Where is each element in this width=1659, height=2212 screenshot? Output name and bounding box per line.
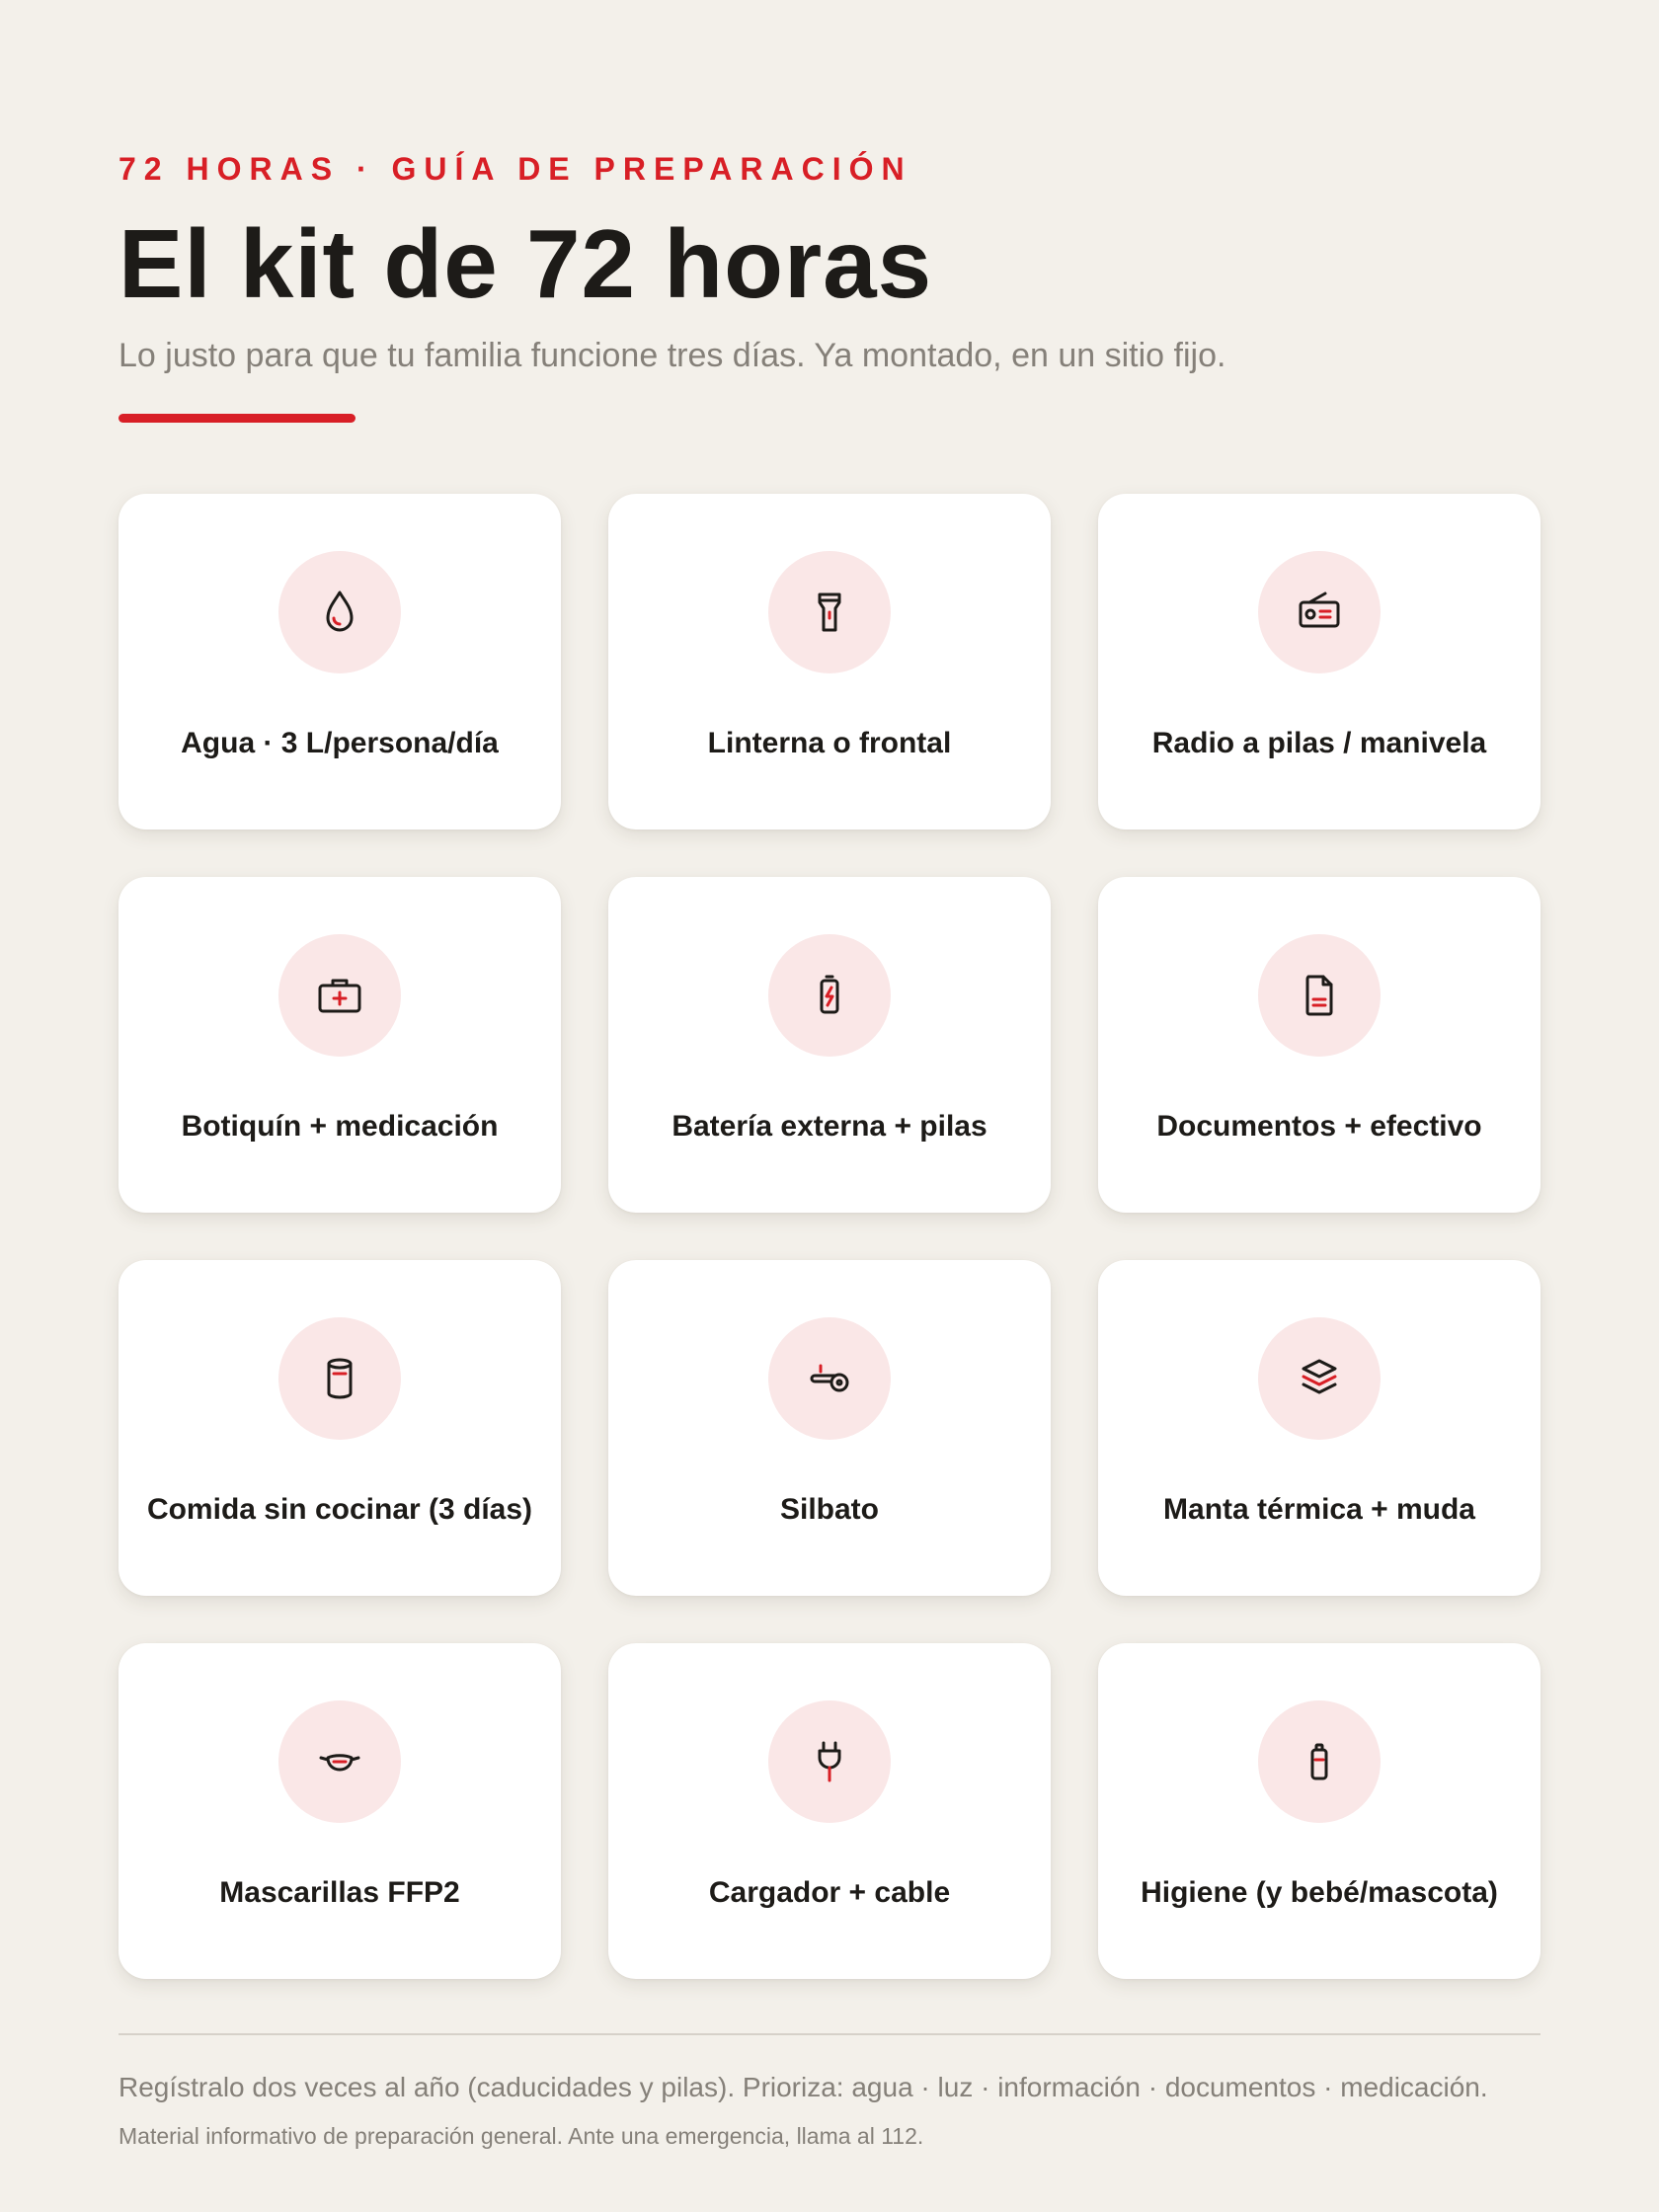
kit-item-battery[interactable] — [608, 877, 1051, 1213]
whistle-icon — [798, 1347, 861, 1410]
kit-item-first-aid[interactable] — [118, 877, 561, 1213]
kit-item-food[interactable] — [118, 1260, 561, 1596]
disclaimer: Material informativo de preparación general. Ante una emergencia, llama al 112. — [118, 2123, 924, 2149]
icon-badge — [768, 1700, 891, 1823]
icon-badge — [768, 934, 891, 1057]
flashlight-icon — [798, 581, 861, 644]
kit-item-label: Agua · 3 L/persona/día — [181, 727, 499, 759]
kit-item-documents[interactable] — [1098, 877, 1540, 1213]
icon-badge — [278, 1700, 401, 1823]
kit-item-label: Documentos + efectivo — [1156, 1110, 1482, 1143]
accent-bar — [118, 414, 356, 423]
icon-badge — [278, 551, 401, 673]
kit-item-label: Silbato — [779, 1493, 879, 1526]
kit-item-water[interactable] — [118, 494, 561, 830]
page-subtitle: Lo justo para que tu familia funcione tres días. Ya montado, en un sitio fijo. — [118, 337, 1226, 374]
icon-badge — [278, 1317, 401, 1440]
kit-items-grid — [118, 494, 1540, 1979]
footer-note: Regístralo dos veces al año (caducidades y pilas). Prioriza: agua · luz · información · documentos · medicación. — [118, 2072, 1488, 2102]
icon-badge — [1258, 934, 1381, 1057]
kit-item-label: Linterna o frontal — [707, 727, 952, 759]
icon-badge — [768, 551, 891, 673]
face-mask-icon — [308, 1730, 371, 1793]
blanket-layers-icon — [1288, 1347, 1351, 1410]
kit-item-label: Higiene (y bebé/mascota) — [1141, 1876, 1498, 1909]
footer-divider — [118, 2033, 1540, 2035]
hygiene-bottle-icon — [1288, 1730, 1351, 1793]
kit-item-radio[interactable] — [1098, 494, 1540, 830]
kit-item-label: Comida sin cocinar (3 días) — [146, 1493, 533, 1526]
kit-item-whistle[interactable] — [608, 1260, 1051, 1596]
kit-item-masks[interactable] — [118, 1643, 561, 1979]
icon-badge — [1258, 1700, 1381, 1823]
page-title: El kit de 72 horas — [118, 209, 933, 318]
kit-item-label: Radio a pilas / manivela — [1151, 727, 1487, 759]
icon-badge — [1258, 1317, 1381, 1440]
kit-item-label: Batería externa + pilas — [672, 1110, 988, 1143]
kit-item-label: Cargador + cable — [708, 1876, 951, 1909]
document-icon — [1288, 964, 1351, 1027]
water-drop-icon — [308, 581, 371, 644]
eyebrow: 72 HORAS · GUÍA DE PREPARACIÓN — [118, 151, 912, 187]
kit-item-label: Manta térmica + muda — [1163, 1493, 1475, 1526]
plug-icon — [798, 1730, 861, 1793]
battery-icon — [798, 964, 861, 1027]
radio-icon — [1288, 581, 1351, 644]
food-can-icon — [308, 1347, 371, 1410]
kit-item-charger[interactable] — [608, 1643, 1051, 1979]
kit-item-label: Botiquín + medicación — [181, 1110, 499, 1143]
icon-badge — [278, 934, 401, 1057]
first-aid-kit-icon — [308, 964, 371, 1027]
kit-item-hygiene[interactable] — [1098, 1643, 1540, 1979]
icon-badge — [768, 1317, 891, 1440]
icon-badge — [1258, 551, 1381, 673]
kit-item-flashlight[interactable] — [608, 494, 1051, 830]
kit-item-blanket[interactable] — [1098, 1260, 1540, 1596]
kit-item-label: Mascarillas FFP2 — [219, 1876, 460, 1909]
